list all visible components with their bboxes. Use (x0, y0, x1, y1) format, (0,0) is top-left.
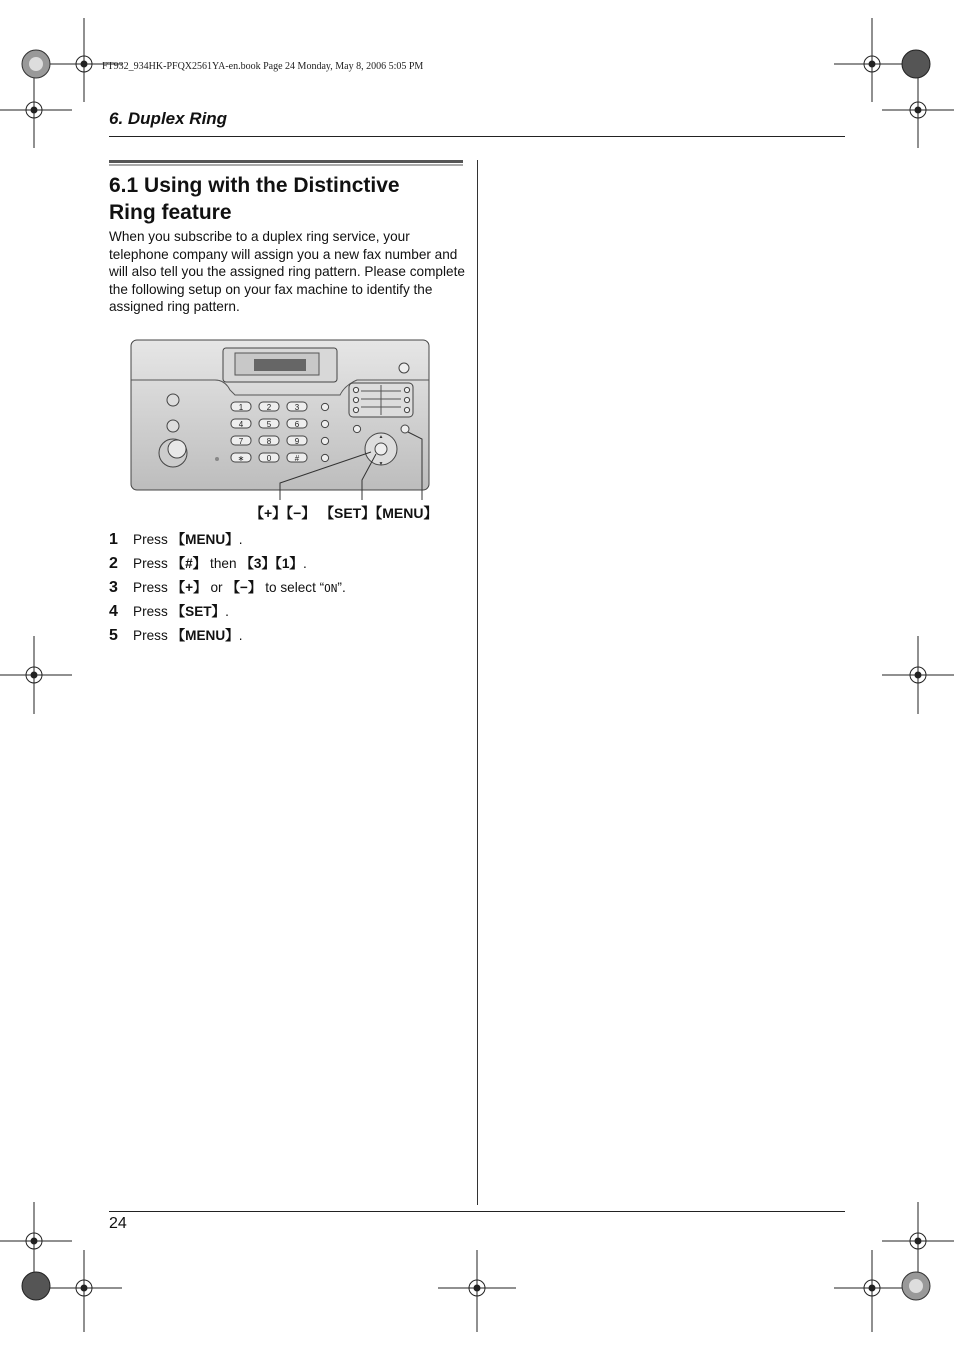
step-text-part: or (206, 580, 227, 595)
steps-list (109, 528, 459, 648)
step-number: 3 (109, 579, 118, 596)
title-line-2: Ring feature (109, 201, 232, 224)
step-text-part: Press (133, 604, 172, 619)
step-number: 1 (109, 531, 118, 548)
intro-paragraph: When you subscribe to a duplex ring service, your telephone company will assign you a new fax number and will also tell you the assigned ring pattern. Please complete the following setup on your fax machine to identify the assigned ring pattern. (109, 229, 465, 315)
step-number: 4 (109, 603, 118, 620)
keypad-key-7: 7 (238, 437, 244, 446)
header-rule (109, 136, 845, 137)
plus-key: 【+】 (171, 580, 207, 595)
step-1 (109, 528, 459, 552)
keypad-key-star: ∗ (237, 454, 245, 463)
hash-key: 【#】 (171, 556, 207, 571)
step-text-part: Press (133, 556, 172, 571)
page-number: 24 (109, 1215, 127, 1232)
keypad-key-2: 2 (266, 403, 272, 412)
step-text (133, 528, 243, 548)
title-bar-shadow (109, 164, 463, 166)
keypad-key-9: 9 (294, 437, 300, 446)
step-text-part: . (225, 604, 229, 619)
keypad-key-6: 6 (294, 420, 300, 429)
step-number: 5 (109, 627, 118, 644)
fax-machine-illustration (125, 335, 455, 503)
step-text-part: . (238, 628, 243, 643)
callout-set-menu: 【SET】【MENU】 (320, 505, 438, 521)
set-key: 【SET】 (171, 604, 226, 619)
step-text (133, 600, 229, 620)
keypad-key-5: 5 (266, 420, 272, 429)
keypad-key-hash: # (294, 454, 300, 463)
step-text-part: ”. (337, 580, 346, 595)
svg-text:▼: ▼ (378, 461, 384, 467)
step-text-part: . (303, 556, 307, 571)
step-text-part: then (206, 556, 241, 571)
keypad-key-0: 0 (266, 454, 272, 463)
step-2 (109, 552, 459, 576)
menu-key: 【MENU】 (171, 628, 239, 643)
keypad-key-1: 1 (238, 403, 244, 412)
step-text-part: Press (133, 532, 172, 547)
page-title (109, 172, 469, 226)
footer-rule (109, 1211, 845, 1212)
step-text-part: . (238, 532, 243, 547)
callout-plus-minus: 【+】【−】 (250, 505, 316, 521)
keypad-key-3: 3 (294, 403, 300, 412)
step-4 (109, 600, 459, 624)
keypad-key-4: 4 (238, 420, 244, 429)
step-3 (109, 576, 459, 600)
step-5 (109, 624, 459, 648)
minus-key: 【−】 (226, 580, 262, 595)
column-divider (477, 160, 478, 1205)
keypad-key-8: 8 (266, 437, 272, 446)
print-info: FT932_934HK-PFQX2561YA-en.book Page 24 Monday, May 8, 2006 5:05 PM (102, 61, 424, 72)
display-text: ON (324, 582, 338, 595)
step-text (133, 552, 307, 572)
title-line-1: 6.1 Using with the Distinctive (109, 174, 400, 197)
step-text (133, 576, 346, 596)
section-header: 6. Duplex Ring (109, 109, 228, 128)
step-text-part: Press (133, 628, 172, 643)
step-number: 2 (109, 555, 118, 572)
step-text-part: to select “ (261, 580, 325, 595)
step-text (133, 624, 243, 644)
title-bar (109, 160, 463, 163)
step-text-part: Press (133, 580, 172, 595)
svg-text:▲: ▲ (378, 434, 384, 440)
menu-key: 【MENU】 (171, 532, 239, 547)
number-keys: 【3】【1】 (240, 556, 303, 571)
